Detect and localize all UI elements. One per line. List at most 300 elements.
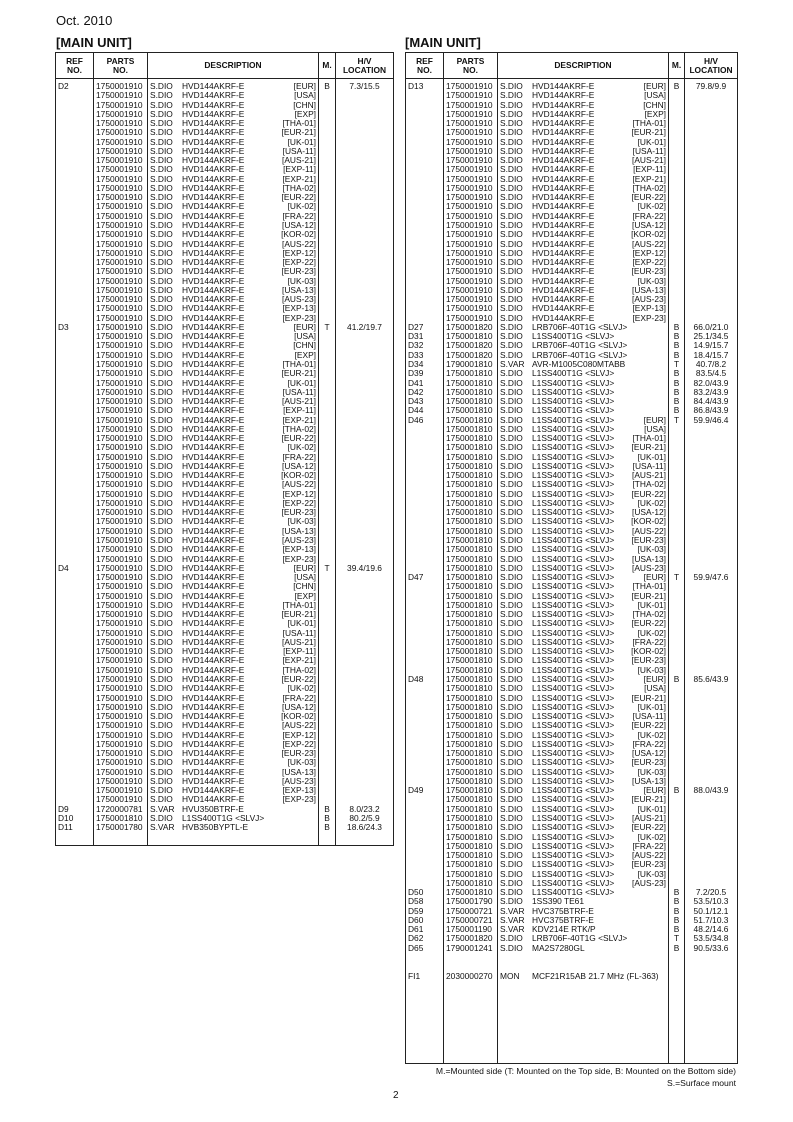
hv-location: 82.0/43.9	[685, 379, 738, 388]
ref-no	[406, 212, 444, 221]
part-type: S.DIO	[500, 109, 523, 119]
table-row	[56, 101, 394, 110]
parts-no: 1750001910	[444, 267, 498, 276]
part-description: HVD144AKRF-E	[182, 767, 245, 777]
hv-location	[685, 814, 738, 823]
hv-location	[685, 694, 738, 703]
description	[498, 721, 669, 730]
description	[498, 79, 669, 92]
description	[148, 212, 319, 221]
hv-location: 90.5/33.6	[685, 944, 738, 953]
parts-no: 1750001810	[444, 629, 498, 638]
mounted-side	[669, 193, 685, 202]
part-type: S.DIO	[500, 545, 523, 555]
part-description: HVD144AKRF-E	[532, 193, 595, 203]
region-code: [THA-02]	[282, 183, 316, 193]
table-row	[406, 638, 738, 647]
part-type: S.DIO	[150, 591, 173, 601]
part-type: S.DIO	[150, 545, 173, 555]
parts-no: 1750001810	[444, 619, 498, 628]
region-code: [USA-13]	[632, 285, 666, 295]
parts-no: 1750001910	[444, 212, 498, 221]
description	[498, 879, 669, 888]
parts-no: 1750001910	[94, 267, 148, 276]
part-description: HVD144AKRF-E	[182, 146, 245, 156]
part-type: S.DIO	[150, 554, 173, 564]
ref-no	[56, 638, 94, 647]
description	[148, 360, 319, 369]
mounted-side: B	[669, 323, 685, 332]
description	[148, 517, 319, 526]
part-type: S.DIO	[150, 739, 173, 749]
table-row	[56, 156, 394, 165]
empty-cell	[498, 981, 669, 1064]
hv-location	[685, 138, 738, 147]
mounted-side	[669, 582, 685, 591]
ref-no	[56, 277, 94, 286]
region-code: [EUR]	[643, 786, 666, 796]
hv-location: 53.5/10.3	[685, 897, 738, 906]
part-type: S.DIO	[500, 156, 523, 166]
description	[148, 267, 319, 276]
hv-location	[685, 249, 738, 258]
mounted-side	[319, 629, 336, 638]
mounted-side	[669, 536, 685, 545]
empty-cell	[406, 953, 444, 962]
description	[148, 582, 319, 591]
description	[498, 703, 669, 712]
hv-location	[336, 184, 394, 193]
ref-no: D65	[406, 944, 444, 953]
description	[498, 341, 669, 350]
hv-location	[336, 647, 394, 656]
mounted-side	[319, 666, 336, 675]
region-code: [UK-02]	[637, 832, 666, 842]
region-code: [FRA-22]	[282, 693, 316, 703]
region-code: [USA-11]	[632, 146, 666, 156]
ref-no: D11	[56, 823, 94, 832]
region-code: [EXP-12]	[282, 248, 316, 258]
region-code: [EUR-22]	[631, 823, 666, 833]
table-row	[56, 601, 394, 610]
part-description: HVD144AKRF-E	[182, 350, 245, 360]
parts-no: 1750001910	[94, 545, 148, 554]
hv-location: 53.5/34.8	[685, 934, 738, 943]
hv-location	[685, 453, 738, 462]
mounted-side	[669, 777, 685, 786]
hv-location	[685, 592, 738, 601]
mounted-side	[319, 147, 336, 156]
part-description: L1SS400T1G <SLVJ>	[532, 573, 615, 583]
hv-location: 7.3/15.5	[336, 79, 394, 92]
description	[148, 490, 319, 499]
hv-location	[685, 842, 738, 851]
part-type: S.DIO	[150, 471, 173, 481]
region-code: [FRA-22]	[282, 211, 316, 221]
table-row	[406, 351, 738, 360]
hv-location	[685, 147, 738, 156]
part-type: S.DIO	[500, 304, 523, 314]
mounted-side	[669, 490, 685, 499]
ref-no: D31	[406, 332, 444, 341]
mounted-side	[669, 823, 685, 832]
mounted-side	[319, 517, 336, 526]
hv-location	[336, 777, 394, 786]
table-row	[56, 406, 394, 415]
table-row	[56, 517, 394, 526]
table-row	[406, 860, 738, 869]
ref-no	[406, 230, 444, 239]
parts-no: 1750001820	[444, 341, 498, 350]
mounted-side	[319, 471, 336, 480]
empty-cell	[498, 962, 669, 971]
description	[498, 147, 669, 156]
hv-location: 18.4/15.7	[685, 351, 738, 360]
part-description: LRB706F-40T1G <SLVJ>	[532, 934, 628, 944]
ref-no: D13	[406, 79, 444, 92]
part-description: HVD144AKRF-E	[182, 295, 245, 305]
part-description: L1SS400T1G <SLVJ>	[532, 712, 615, 722]
parts-no: 1750001910	[444, 128, 498, 137]
table-row	[406, 406, 738, 415]
table-row	[56, 823, 394, 832]
table-row	[406, 823, 738, 832]
part-description: HVD144AKRF-E	[182, 647, 245, 657]
parts-no: 1750001910	[444, 249, 498, 258]
part-description: L1SS400T1G <SLVJ>	[532, 397, 615, 407]
ref-no	[56, 406, 94, 415]
part-description: L1SS400T1G <SLVJ>	[532, 489, 615, 499]
ref-no	[56, 249, 94, 258]
region-code: [EXP-22]	[282, 258, 316, 268]
part-description: HVD144AKRF-E	[182, 545, 245, 555]
part-type: S.DIO	[500, 267, 523, 277]
mounted-side	[319, 684, 336, 693]
ref-no	[56, 110, 94, 119]
description	[148, 397, 319, 406]
part-type: S.DIO	[500, 193, 523, 203]
ref-no	[406, 304, 444, 313]
part-type: S.DIO	[500, 536, 523, 546]
parts-no: 1750001810	[444, 527, 498, 536]
parts-no: 1750001810	[444, 805, 498, 814]
parts-no: 1750001810	[444, 462, 498, 471]
parts-no: 1750001810	[444, 879, 498, 888]
hv-location	[685, 119, 738, 128]
mounted-side	[319, 582, 336, 591]
part-type: S.DIO	[150, 721, 173, 731]
part-description: L1SS400T1G <SLVJ>	[532, 461, 615, 471]
table-row	[56, 536, 394, 545]
mounted-side: B	[669, 79, 685, 92]
mounted-side	[669, 740, 685, 749]
ref-no	[56, 555, 94, 564]
hv-location	[336, 416, 394, 425]
part-description: HVD144AKRF-E	[182, 193, 245, 203]
hv-location	[336, 314, 394, 323]
table-row	[406, 592, 738, 601]
region-code: [UK-02]	[637, 730, 666, 740]
table-row	[56, 480, 394, 489]
table-row	[56, 749, 394, 758]
empty-cell	[685, 953, 738, 962]
part-description: HVD144AKRF-E	[182, 536, 245, 546]
ref-no: D3	[56, 323, 94, 332]
description	[498, 545, 669, 554]
region-code: [EUR-21]	[281, 369, 316, 379]
hv-location	[685, 425, 738, 434]
ref-no: FI1	[406, 972, 444, 981]
table-row	[56, 656, 394, 665]
part-description: HVD144AKRF-E	[532, 91, 595, 101]
col-location: H/V LOCATION	[685, 53, 738, 79]
part-description: L1SS400T1G <SLVJ>	[532, 610, 615, 620]
description	[148, 601, 319, 610]
region-code: [USA]	[294, 573, 316, 583]
table-row	[56, 443, 394, 452]
mounted-side	[669, 758, 685, 767]
part-description: HVD144AKRF-E	[182, 480, 245, 490]
part-type: S.DIO	[500, 369, 523, 379]
hv-location: 25.1/34.5	[685, 332, 738, 341]
table-row	[406, 786, 738, 795]
table-row	[56, 619, 394, 628]
hv-location	[685, 545, 738, 554]
ref-no	[406, 508, 444, 517]
region-code: [UK-03]	[637, 545, 666, 555]
description	[148, 165, 319, 174]
ref-no	[406, 202, 444, 211]
part-description: HVD144AKRF-E	[532, 119, 595, 129]
ref-no: D27	[406, 323, 444, 332]
parts-no: 1750001810	[444, 684, 498, 693]
table-row	[406, 879, 738, 888]
region-code: [FRA-22]	[632, 211, 666, 221]
parts-no: 1750001810	[444, 610, 498, 619]
parts-no: 1750001810	[444, 555, 498, 564]
ref-no	[406, 517, 444, 526]
part-type: S.DIO	[500, 220, 523, 230]
ref-no: D61	[406, 925, 444, 934]
parts-no: 1750001810	[444, 369, 498, 378]
description	[498, 267, 669, 276]
table-row	[56, 230, 394, 239]
description	[148, 240, 319, 249]
region-code: [EUR-23]	[281, 267, 316, 277]
ref-no	[406, 156, 444, 165]
mounted-side	[669, 286, 685, 295]
part-type: S.DIO	[150, 702, 173, 712]
region-code: [EXP-23]	[632, 313, 666, 323]
mounted-side	[319, 138, 336, 147]
mounted-side	[669, 610, 685, 619]
part-description: L1SS400T1G <SLVJ>	[532, 721, 615, 731]
part-type: S.DIO	[150, 239, 173, 249]
part-type: S.DIO	[150, 582, 173, 592]
part-type: S.DIO	[150, 397, 173, 407]
parts-no: 1750001910	[94, 79, 148, 92]
mounted-side: B	[669, 341, 685, 350]
parts-no: 1750001910	[94, 175, 148, 184]
parts-no: 1750001910	[94, 536, 148, 545]
parts-no: 1750001910	[94, 619, 148, 628]
parts-no: 1750001910	[444, 221, 498, 230]
parts-no: 1750001910	[444, 119, 498, 128]
hv-location: 86.8/43.9	[685, 406, 738, 415]
hv-location	[336, 638, 394, 647]
table-row	[56, 555, 394, 564]
region-code: [FRA-22]	[282, 452, 316, 462]
table-row	[406, 944, 738, 953]
part-type: S.DIO	[500, 387, 523, 397]
empty-cell	[498, 953, 669, 962]
part-description: HVD144AKRF-E	[532, 230, 595, 240]
ref-no	[406, 694, 444, 703]
part-type: S.DIO	[500, 832, 523, 842]
part-type: S.DIO	[500, 406, 523, 416]
description	[498, 666, 669, 675]
description	[498, 907, 669, 916]
description	[148, 462, 319, 471]
description	[498, 573, 669, 582]
description	[148, 805, 319, 814]
mounted-side	[319, 101, 336, 110]
description	[148, 555, 319, 564]
parts-no: 1750001910	[94, 684, 148, 693]
part-type: S.DIO	[500, 322, 523, 332]
hv-location	[336, 490, 394, 499]
ref-no: D46	[406, 416, 444, 425]
parts-no: 1750001910	[444, 175, 498, 184]
empty-cell	[406, 962, 444, 971]
part-description: L1SS400T1G <SLVJ>	[532, 693, 615, 703]
part-type: S.DIO	[150, 174, 173, 184]
mounted-side: T	[669, 360, 685, 369]
part-type: S.VAR	[150, 823, 175, 833]
hv-location: 40.7/8.2	[685, 360, 738, 369]
table-row	[56, 592, 394, 601]
ref-no	[56, 212, 94, 221]
table-row	[56, 388, 394, 397]
ref-no	[406, 647, 444, 656]
hv-location	[336, 545, 394, 554]
col-parts: PARTS NO.	[94, 53, 148, 79]
part-type: S.DIO	[150, 91, 173, 101]
table-row	[56, 79, 394, 92]
region-code: [EXP-21]	[282, 174, 316, 184]
ref-no	[56, 184, 94, 193]
parts-no: 1750001820	[444, 934, 498, 943]
ref-no	[406, 277, 444, 286]
parts-no: 1750001910	[94, 249, 148, 258]
ref-no	[56, 147, 94, 156]
part-type: S.DIO	[150, 248, 173, 258]
part-description: L1SS400T1G <SLVJ>	[532, 406, 615, 416]
hv-location	[336, 156, 394, 165]
ref-no: D58	[406, 897, 444, 906]
mounted-side	[669, 656, 685, 665]
table-row	[56, 314, 394, 323]
part-type: S.DIO	[150, 628, 173, 638]
hv-location	[685, 536, 738, 545]
mounted-side	[669, 202, 685, 211]
part-type: S.DIO	[500, 888, 523, 898]
table-row	[56, 499, 394, 508]
region-code: [AUS-21]	[282, 397, 316, 407]
table-row	[406, 833, 738, 842]
part-type: S.DIO	[150, 536, 173, 546]
mounted-side	[319, 406, 336, 415]
col-m: M.	[319, 53, 336, 79]
table-row	[56, 814, 394, 823]
parts-table-left	[55, 52, 394, 846]
region-code: [THA-01]	[282, 359, 316, 369]
part-type: S.DIO	[150, 758, 173, 768]
region-code: [USA-13]	[632, 776, 666, 786]
region-code: [FRA-22]	[632, 637, 666, 647]
ref-no	[406, 814, 444, 823]
parts-no: 1750001810	[444, 453, 498, 462]
parts-no: 1750001810	[444, 666, 498, 675]
parts-no: 1750001780	[94, 823, 148, 832]
region-code: [EXP-13]	[282, 545, 316, 555]
ref-no	[56, 221, 94, 230]
table-row	[56, 240, 394, 249]
table-header	[56, 53, 394, 79]
hv-location	[336, 629, 394, 638]
part-description: HVD144AKRF-E	[182, 174, 245, 184]
table-row	[406, 795, 738, 804]
description	[498, 842, 669, 851]
mounted-side	[669, 545, 685, 554]
part-type: S.DIO	[150, 119, 173, 129]
hv-location	[685, 212, 738, 221]
mounted-side	[319, 453, 336, 462]
mounted-side	[669, 712, 685, 721]
description	[148, 814, 319, 823]
mounted-side: B	[669, 369, 685, 378]
table-row	[56, 138, 394, 147]
hv-location	[336, 795, 394, 804]
part-type: S.DIO	[150, 693, 173, 703]
region-code: [UK-02]	[287, 684, 316, 694]
region-code: [USA]	[294, 332, 316, 342]
description	[148, 731, 319, 740]
description	[148, 545, 319, 554]
description	[498, 944, 669, 953]
part-type: S.DIO	[500, 443, 523, 453]
description	[498, 694, 669, 703]
description	[498, 601, 669, 610]
description	[148, 184, 319, 193]
hv-location	[336, 332, 394, 341]
mounted-side	[319, 165, 336, 174]
table-row	[406, 453, 738, 462]
ref-no	[406, 527, 444, 536]
hv-location	[336, 684, 394, 693]
region-code: [EXP-22]	[282, 498, 316, 508]
part-type: S.DIO	[150, 647, 173, 657]
part-type: S.DIO	[150, 128, 173, 138]
mounted-side	[319, 230, 336, 239]
parts-no: 1750001910	[94, 240, 148, 249]
ref-no	[56, 536, 94, 545]
parts-no: 1790001241	[444, 944, 498, 953]
parts-no: 1750001910	[94, 666, 148, 675]
ref-no	[406, 175, 444, 184]
mounted-side	[669, 175, 685, 184]
part-description: L1SS400T1G <SLVJ>	[532, 387, 615, 397]
